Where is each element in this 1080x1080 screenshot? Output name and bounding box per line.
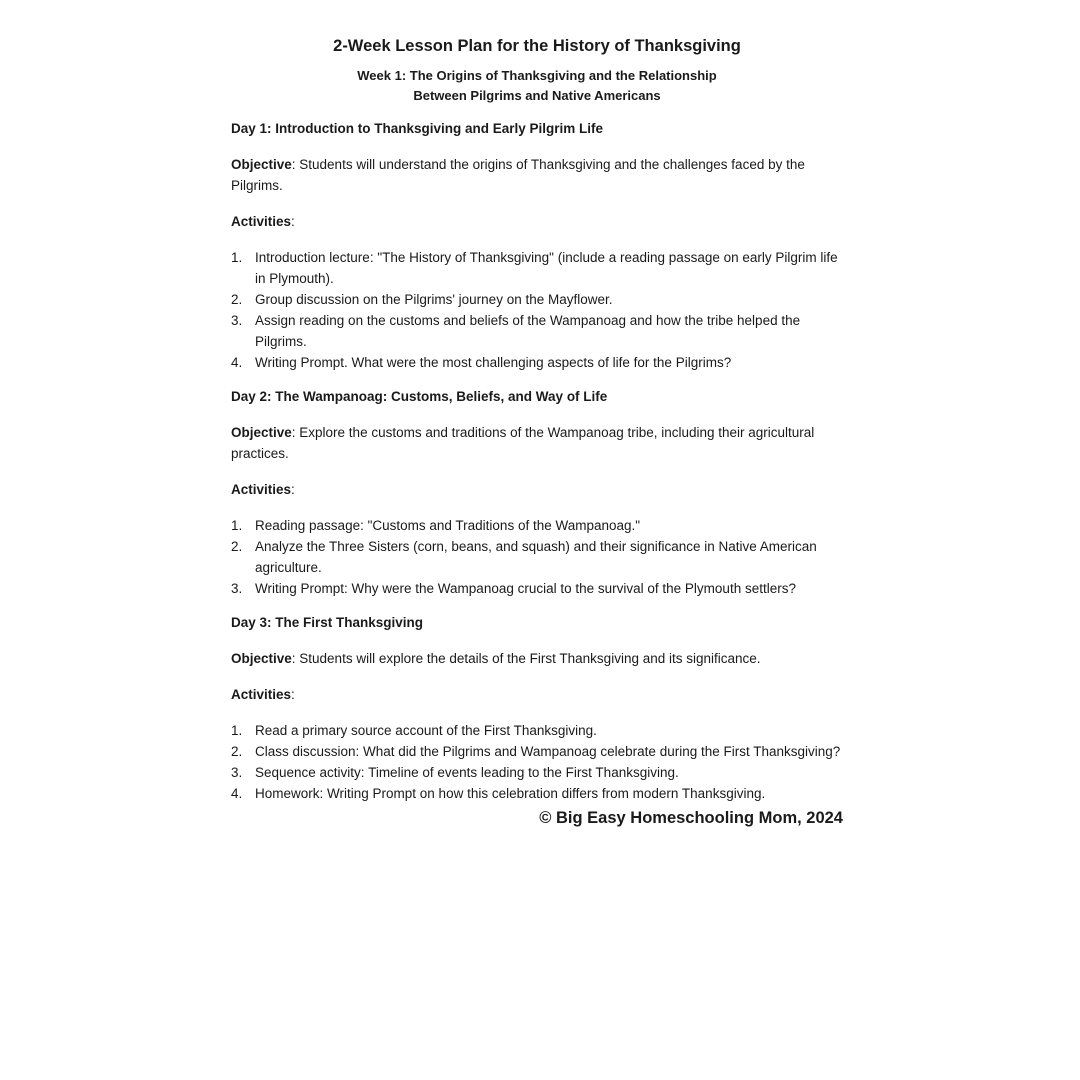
week-title-line-2: Between Pilgrims and Native Americans <box>413 87 661 103</box>
list-item <box>231 762 843 783</box>
activities-list <box>231 247 843 373</box>
list-item-text: Writing Prompt. What were the most challenging aspects of life for the Pilgrims? <box>255 355 732 370</box>
activities-list <box>231 515 843 599</box>
list-number: 3. <box>231 313 243 328</box>
list-number: 1. <box>231 250 243 265</box>
day-heading: Day 3: The First Thanksgiving <box>231 615 424 630</box>
list-item-text: Analyze the Three Sisters (corn, beans, and squash) and their significance in Native American agriculture. <box>255 539 817 575</box>
list-item <box>231 515 843 536</box>
activities-label: Activities <box>231 687 292 702</box>
list-number: 1. <box>231 518 243 533</box>
activities-heading: Activities: <box>231 482 295 497</box>
list-item-text: Reading passage: "Customs and Traditions of the Wampanoag." <box>255 518 641 533</box>
list-item <box>231 578 843 599</box>
list-number: 4. <box>231 786 243 801</box>
list-item <box>231 247 843 289</box>
objective-label: Objective <box>231 157 292 172</box>
list-item-text: Class discussion: What did the Pilgrims and Wampanoag celebrate during the First Thanksgiving? <box>255 744 841 759</box>
document-title: 2-Week Lesson Plan for the History of Thanksgiving <box>333 37 741 55</box>
activities-heading: Activities: <box>231 214 295 229</box>
list-number: 1. <box>231 723 243 738</box>
list-number: 4. <box>231 355 243 370</box>
list-item <box>231 289 843 310</box>
list-item <box>231 310 843 352</box>
week-title-line-1: Week 1: The Origins of Thanksgiving and the Relationship <box>357 68 717 83</box>
list-number: 3. <box>231 765 243 780</box>
list-item-text: Sequence activity: Timeline of events leading to the First Thanksgiving. <box>255 765 679 780</box>
list-item-text: Introduction lecture: "The History of Thanksgiving" (include a reading passage on early Pilgrim life in Plymouth). <box>255 250 838 286</box>
week-title <box>231 66 843 105</box>
objective-text: : Explore the customs and traditions of the Wampanoag tribe, including their agricultural practices. <box>231 425 815 461</box>
objective-text: : Students will explore the details of the First Thanksgiving and its significance. <box>291 651 761 666</box>
list-number: 3. <box>231 581 243 596</box>
objective-paragraph <box>231 422 843 464</box>
activities-heading: Activities: <box>231 687 295 702</box>
list-number: 2. <box>231 539 243 554</box>
list-item-text: Read a primary source account of the First Thanksgiving. <box>255 723 597 738</box>
objective-text: : Students will understand the origins of Thanksgiving and the challenges faced by the Pilgrims. <box>231 157 805 193</box>
day-2-section <box>231 387 843 599</box>
list-item <box>231 783 843 804</box>
list-item <box>231 352 843 373</box>
activities-label: Activities <box>231 214 292 229</box>
list-item-text: Homework: Writing Prompt on how this celebration differs from modern Thanksgiving. <box>255 786 766 801</box>
copyright-notice: © Big Easy Homeschooling Mom, 2024 <box>539 809 843 827</box>
objective-label: Objective <box>231 425 292 440</box>
list-item-text: Writing Prompt: Why were the Wampanoag crucial to the survival of the Plymouth settlers? <box>255 581 796 596</box>
objective-label: Objective <box>231 651 292 666</box>
list-number: 2. <box>231 744 243 759</box>
day-3-section <box>231 613 843 804</box>
list-item <box>231 536 843 578</box>
lesson-plan-document <box>231 34 843 830</box>
activities-list <box>231 720 843 804</box>
activities-label: Activities <box>231 482 292 497</box>
list-item <box>231 741 843 762</box>
list-item-text: Group discussion on the Pilgrims' journey on the Mayflower. <box>255 292 613 307</box>
day-heading: Day 1: Introduction to Thanksgiving and Early Pilgrim Life <box>231 121 604 136</box>
objective-paragraph <box>231 648 843 669</box>
day-heading: Day 2: The Wampanoag: Customs, Beliefs, and Way of Life <box>231 389 608 404</box>
objective-paragraph <box>231 154 843 196</box>
list-item <box>231 720 843 741</box>
day-1-section <box>231 119 843 373</box>
list-number: 2. <box>231 292 243 307</box>
list-item-text: Assign reading on the customs and beliefs of the Wampanoag and how the tribe helped the Pilgrims. <box>255 313 801 349</box>
